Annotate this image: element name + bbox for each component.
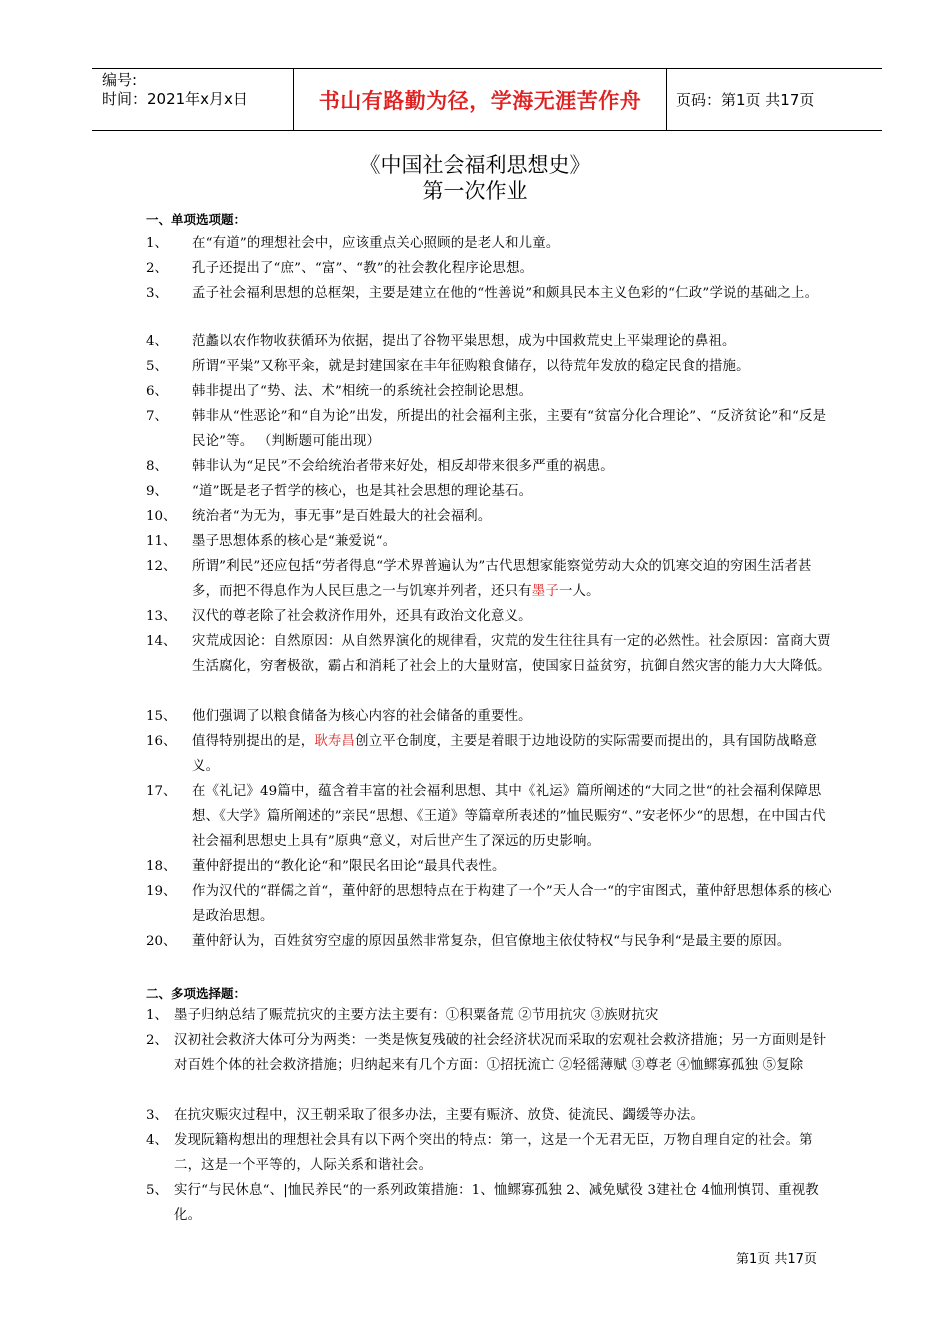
header-divider bbox=[666, 69, 667, 130]
item-number: 15、 bbox=[146, 709, 177, 724]
item-number: 6、 bbox=[146, 384, 168, 399]
document-title: 《中国社会福利思想史》 bbox=[359, 153, 591, 177]
document-subtitle: 第一次作业 bbox=[422, 179, 528, 203]
item-number: 7、 bbox=[146, 409, 168, 424]
item-text: 在《礼记》49篇中，蕴含着丰富的社会福利思想、其中《礼运》篇所阐述的“大同之世“的社会福利保障思想、《大学》篇所阐述的”亲民“思想、《王道》等篇章所表述的”恤民赈穷“、”安老怀少“的思想，在中国古代社会福利思想史上具有”原典“意义，对后世产生了深远的历史影响。 bbox=[192, 784, 826, 849]
item-text-part: 创立平仓制度，主要是着眼于边地设防的实际需要而提出的，具有国防战略意义。 bbox=[192, 734, 818, 774]
header-motto: 书山有路勤为径，学海无涯苦作舟 bbox=[318, 88, 642, 113]
item-number: 13、 bbox=[146, 609, 177, 624]
item-number: 14、 bbox=[146, 634, 177, 649]
item-text: 在抗灾赈灾过程中，汉王朝采取了很多办法，主要有赈济、放贷、徒流民、蠲缓等办法。 bbox=[174, 1108, 705, 1123]
item-number: 5、 bbox=[146, 359, 168, 374]
item-text: 作为汉代的“群儒之首“，董仲舒的思想特点在于构建了一个”天人合一“的宇宙图式，董仲舒思想体系的核心是政治思想。 bbox=[192, 884, 832, 924]
item-text: 汉代的尊老除了社会救济作用外，还具有政治文化意义。 bbox=[192, 609, 532, 624]
item-number: 10、 bbox=[146, 509, 177, 524]
highlight-name: 墨子 bbox=[531, 584, 559, 599]
page-footer: 第1页 共17页 bbox=[736, 1252, 817, 1267]
item-text-part: 所谓”利民”还应包括“劳者得息“学术界普遍认为”古代思想家能察觉劳动大众的饥寒交迫的穷困生活者甚多，而把不得息作为人民巨患之一与饥寒并列者，还只有 bbox=[192, 559, 812, 599]
highlight-name: 耿寿昌 bbox=[314, 734, 356, 749]
item-text: 统治者“为无为，事无事”是百姓最大的社会福利。 bbox=[192, 509, 492, 524]
item-text: 发现阮籍构想出的理想社会具有以下两个突出的特点：第一，这是一个无君无臣，万物自理自定的社会。第二，这是一个平等的，人际关系和谐社会。 bbox=[174, 1133, 813, 1173]
header-meta bbox=[102, 71, 292, 109]
item-text: 范蠡以农作物收获循环为依据，提出了谷物平粜思想，成为中国救荒史上平粜理论的鼻祖。 bbox=[192, 334, 736, 349]
item-text: 灾荒成因论：自然原因：从自然界演化的规律看，灾荒的发生往往具有一定的必然性。社会原因：富商大贾生活腐化，穷奢极欲，霸占和消耗了社会上的大量财富，使国家日益贫穷，抗御自然灾害的能力大大降低。 bbox=[192, 634, 831, 674]
item-text: 实行“与民休息“、|恤民养民“的一系列政策措施：1、恤鳏寡孤独 2、减免赋役 3建社仓 4恤刑慎罚、重视教化。 bbox=[174, 1183, 819, 1223]
item-text: 所谓“平粜”又称平籴，就是封建国家在丰年征购粮食储存，以待荒年发放的稳定民食的措施。 bbox=[192, 359, 750, 374]
page-header bbox=[92, 68, 882, 131]
item-number: 19、 bbox=[146, 884, 177, 899]
item-number: 2、 bbox=[146, 261, 168, 276]
item-number: 17、 bbox=[146, 784, 177, 799]
item-number: 3、 bbox=[146, 1108, 168, 1123]
item-text: 孟子社会福利思想的总框架，主要是建立在他的“性善说”和颇具民本主义色彩的“仁政”学说的基础之上。 bbox=[192, 286, 819, 301]
section-heading: 一、单项选项题： bbox=[146, 212, 247, 227]
item-text: 韩非认为“足民”不会给统治者带来好处，相反却带来很多严重的祸患。 bbox=[192, 459, 614, 474]
item-number: 9、 bbox=[146, 484, 168, 499]
item-text: 董仲舒提出的“教化论“和”限民名田论“最具代表性。 bbox=[192, 859, 506, 874]
item-text-part: 值得特别提出的是， bbox=[192, 734, 315, 749]
item-number: 20、 bbox=[146, 934, 177, 949]
code-label: 编号: bbox=[102, 71, 138, 89]
item-number: 12、 bbox=[146, 559, 177, 574]
item-text: 韩非从“性恶论”和“自为论”出发，所提出的社会福利主张，主要有“贫富分化合理论”、“反济贫论”和“反是民论”等。 （判断题可能出现） bbox=[192, 409, 827, 449]
item-number: 4、 bbox=[146, 334, 168, 349]
header-page-number: 页码：第1页 共17页 bbox=[676, 91, 815, 109]
item-text: 董仲舒认为，百姓贫穷空虚的原因虽然非常复杂，但官僚地主依仗特权“与民争利“是最主要的原因。 bbox=[192, 934, 791, 949]
item-text bbox=[192, 729, 832, 779]
item-text: 汉初社会救济大体可分为两类：一类是恢复残破的社会经济状况而采取的宏观社会救济措施；另一方面则是针对百姓个体的社会救济措施；归纳起来有几个方面：①招抚流亡 ②轻徭薄赋 ③尊老 ④恤鳏寡孤独 ⑤复除 bbox=[174, 1033, 827, 1073]
item-number: 5、 bbox=[146, 1183, 168, 1198]
item-number: 1、 bbox=[146, 1008, 168, 1023]
item-text: 在“有道”的理想社会中，应该重点关心照顾的是老人和儿童。 bbox=[192, 236, 560, 251]
item-text: 墨子归纳总结了赈荒抗灾的主要方法主要有：①积粟备荒 ②节用抗灾 ③族财抗灾 bbox=[174, 1008, 659, 1023]
item-number: 3、 bbox=[146, 286, 168, 301]
item-number: 1、 bbox=[146, 236, 168, 251]
item-number: 4、 bbox=[146, 1133, 168, 1148]
item-number: 8、 bbox=[146, 459, 168, 474]
item-text-part: 一人。 bbox=[558, 584, 600, 599]
item-text: 墨子思想体系的核心是“兼爱说“。 bbox=[192, 534, 397, 549]
item-text: 他们强调了以粮食储备为核心内容的社会储备的重要性。 bbox=[192, 709, 532, 724]
item-text bbox=[192, 554, 832, 604]
item-number: 16、 bbox=[146, 734, 177, 749]
item-number: 18、 bbox=[146, 859, 177, 874]
item-text: 韩非提出了“势、法、术”相统一的系统社会控制论思想。 bbox=[192, 384, 533, 399]
section-heading: 二、多项选择题： bbox=[146, 986, 247, 1001]
time-label: 时间：2021年x月x日 bbox=[102, 90, 248, 108]
item-number: 2、 bbox=[146, 1033, 168, 1048]
item-text: “道”既是老子哲学的核心，也是其社会思想的理论基石。 bbox=[192, 484, 533, 499]
item-text: 孔子还提出了“庶”、“富”、“教”的社会教化程序论思想。 bbox=[192, 261, 534, 276]
item-number: 11、 bbox=[146, 534, 177, 549]
